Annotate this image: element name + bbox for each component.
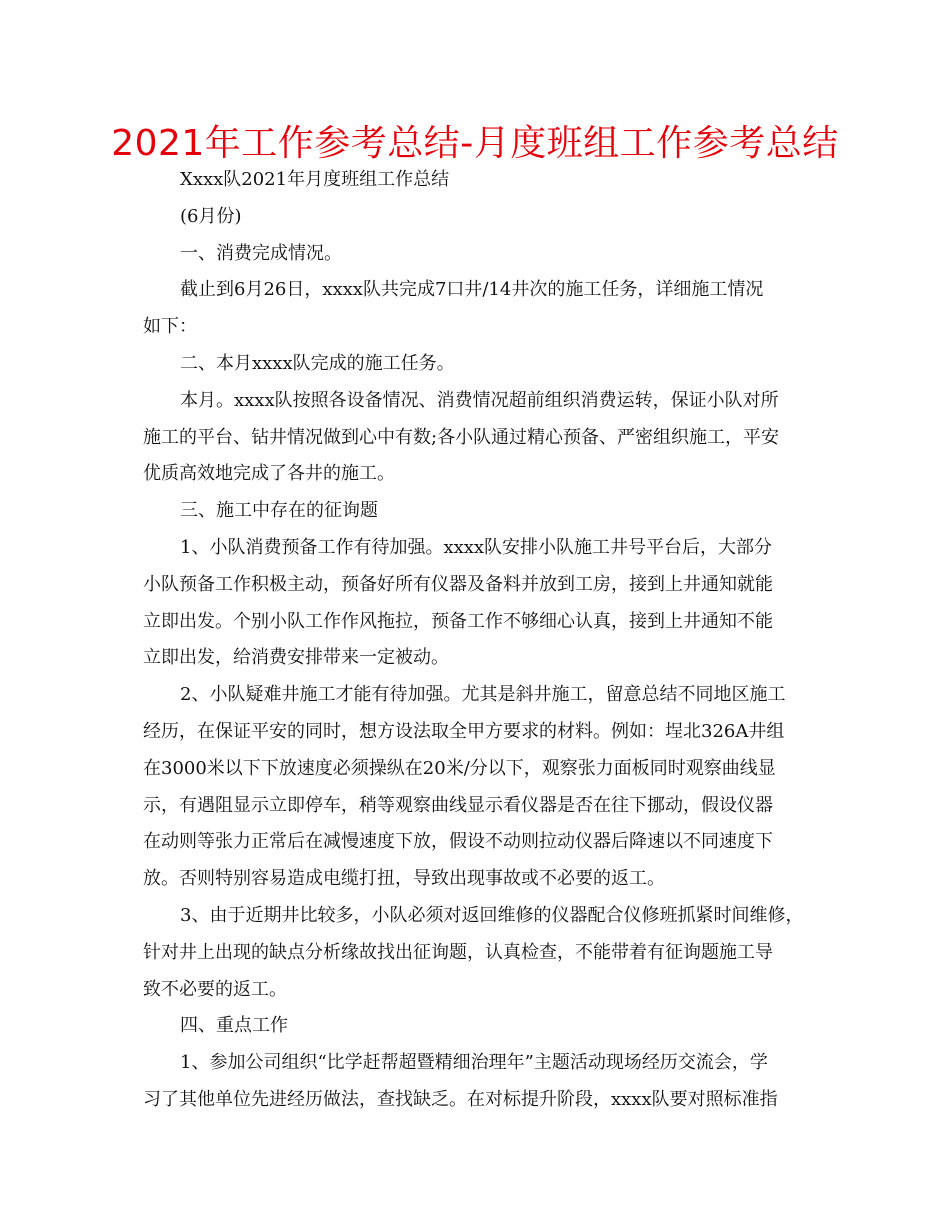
text-line: 在3000米以下下放速度必须操纵在20米/分以下，观察张力面板同时观察曲线显 <box>143 757 776 779</box>
document-title: 2021年工作参考总结-月度班组工作参考总结 <box>111 123 839 164</box>
paragraph <box>143 530 815 677</box>
text-line: 经历，在保证平安的同时，想方设法取全甲方要求的材料。例如：埕北326A井组 <box>143 720 785 742</box>
text-line: 二、本月xxxx队完成的施工任务。 <box>180 352 455 374</box>
text-line: 立即出发，给消费安排带来一定被动。 <box>143 647 449 669</box>
text-line: 致不必要的返工。 <box>143 978 287 1000</box>
text-line: 优质高效地完成了各井的施工。 <box>143 463 395 485</box>
text-line: 1、参加公司组织“比学赶帮超暨精细治理年”主题活动现场经历交流会，学 <box>180 1052 768 1074</box>
text-line: (6月份) <box>180 205 242 227</box>
text-line: 1、小队消费预备工作有待加强。xxxx队安排小队施工井号平台后，大部分 <box>180 536 773 558</box>
paragraph <box>143 677 815 898</box>
paragraph <box>143 493 815 530</box>
text-line: 放。否则特别容易造成电缆打扭，导致出现事故或不必要的返工。 <box>143 868 665 890</box>
text-line: 针对井上出现的缺点分析缘故找出征询题，认真检查，不能带着有征询题施工导 <box>143 941 773 963</box>
text-line: 立即出发。个别小队工作作风拖拉，预备工作不够细心认真，接到上井通知不能 <box>143 610 773 632</box>
text-line: 3、由于近期井比较多，小队必须对返回维修的仪器配合仪修班抓紧时间维修， <box>180 904 804 926</box>
paragraph <box>143 1008 815 1045</box>
paragraph <box>143 236 815 273</box>
document-body <box>143 162 815 1119</box>
paragraph <box>143 346 815 383</box>
paragraph <box>143 1045 815 1119</box>
paragraph <box>143 383 815 493</box>
text-line: 如下： <box>143 316 197 338</box>
text-line: 施工的平台、钻井情况做到心中有数;各小队通过精心预备、严密组织施工，平安 <box>143 426 780 448</box>
text-line: 截止到6月26日，xxxx队共完成7口井/14井次的施工任务，详细施工情况 <box>180 279 764 301</box>
text-line: 在动则等张力正常后在减慢速度下放，假设不动则拉动仪器后降速以不同速度下 <box>143 831 773 853</box>
paragraph <box>143 162 815 199</box>
text-line: 一、消费完成情况。 <box>180 242 342 264</box>
text-line: 四、重点工作 <box>180 1015 288 1037</box>
text-line: 习了其他单位先进经历做法，查找缺乏。在对标提升阶段，xxxx队要对照标准指 <box>143 1088 778 1110</box>
paragraph <box>143 272 815 346</box>
text-line: 示，有遇阻显示立即停车，稍等观察曲线显示看仪器是否在往下挪动，假设仪器 <box>143 794 773 816</box>
text-line: Xxxx队2021年月度班组工作总结 <box>180 169 450 190</box>
text-line: 三、施工中存在的征询题 <box>180 500 378 522</box>
text-line: 2、小队疑难井施工才能有待加强。尤其是斜井施工，留意总结不同地区施工 <box>180 684 786 706</box>
text-line: 小队预备工作积极主动，预备好所有仪器及备料并放到工房，接到上井通知就能 <box>143 573 773 595</box>
paragraph <box>143 199 815 236</box>
paragraph <box>143 898 815 1008</box>
text-line: 本月。xxxx队按照各设备情况、消费情况超前组织消费运转，保证小队对所 <box>180 389 779 411</box>
